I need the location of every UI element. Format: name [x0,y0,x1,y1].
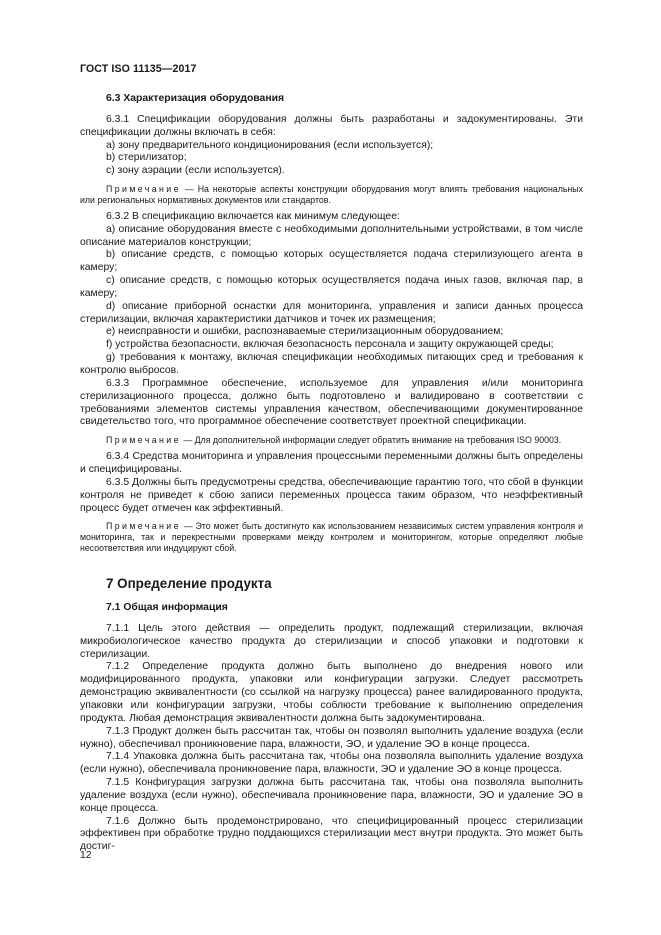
note-label: Примечание [106,435,181,446]
paragraph-7-1-4: 7.1.4 Упаковка должна быть рассчитана так, чтобы она позволяла выполнить удаление воздуха (если нужно), обеспечивала проникновение пара, влажности, ЭО и удаление ЭО в конце процесса. [80,751,583,776]
list-item: b) стерилизатор; [106,152,187,164]
heading-7-1: 7.1 Общая информация [106,602,228,614]
note-label: Примечание [106,521,181,532]
paragraph-7-1-2: 7.1.2 Определение продукта должно быть выполнено до внедрения нового или модифицированного продукта, упаковки или конфигурации загрузки. Следует рассмотреть демонстрацию эквивалентности (со ссылкой на нагрузку процесса) ранее валидированного продукта, упаковки или конфигурации загрузки, чтобы соблюсти требование к выполнению определения продукта. Любая демонстрация эквивалентности должна быть задокументирована. [80,661,583,724]
paragraph-6-3-2: 6.3.2 В спецификацию включается как минимум следующее: [106,210,400,222]
note-label: Примечание [106,184,181,195]
paragraph-7-1-5: 7.1.5 Конфигурация загрузки должна быть рассчитана так, чтобы она позволяла выполнить удаление воздуха (если нужно), обеспечивала проникновение пара, влажности, ЭО и удаление ЭО в конце процесса. [80,777,583,814]
paragraph-7-1-6: 7.1.6 Должно быть продемонстрировано, что специфицированный процесс стерилизации эффективен при обработке трудно поддающихся стерилизации мест внутри продукта. Это может быть достиг- [80,815,583,853]
paragraph-6-3-1: 6.3.1 Спецификации оборудования должны быть разработаны и задокументированы. Эти спецификации должны включать в себя: [80,113,583,138]
note-text: — Это может быть достигнуто как использованием независимых систем управления контроля и мониторинга, так и перекрестными проверками между контролем и мониторингом, которые определяют любые несоответствия или индуцируют сбой. [80,521,583,554]
heading-6-3: 6.3 Характеризация оборудования [106,93,285,104]
note-text: — Для дополнительной информации следует обратить внимание на требования ISO 90003. [180,435,562,446]
list-item: f) устройства безопасности, включая безопасность персонала и защиту окружающей среды; [106,339,554,351]
list-item: g) требования к монтажу, включая спецификации необходимых питающих сред и требования к контролю выбросов. [80,352,583,376]
list-item: d) описание приборной оснастки для мониторинга, управления и записи данных процесса стерилизации, включая характеристики датчиков и точек их размещения; [80,300,583,325]
page-body [80,93,583,854]
note-2 [80,435,583,446]
paragraph-6-3-5: 6.3.5 Должны быть предусмотрены средства, обеспечивающие гарантию того, что сбой в функции контроля не приведет к сбою записи переменных процесса таким образом, что неэффективный процесс будет отмечен как эффективный. [80,476,583,514]
list-item: c) описание средств, с помощью которых осуществляется подача иных газов, включая пар, в камеру; [80,275,583,299]
list-item: b) описание средств, с помощью которых осуществляется подача стерилизующего агента в камеру; [80,249,583,274]
note-3 [80,521,583,554]
paragraph-6-3-3: 6.3.3 Программное обеспечение, используемое для управления и/или мониторинга стерилизационного процесса, должно быть подготовлено и валидировано в соответствии с требованиями элементов системы управления качеством, обеспечивающими документированное свидетельство того, что программное обеспечение соответствует проектной спецификации. [80,377,583,428]
page-number: 12 [80,850,92,861]
paragraph-7-1-3: 7.1.3 Продукт должен быть рассчитан так, чтобы он позволял выполнить удаление воздуха (если нужно), обеспечивал проникновение пара, влажности, ЭО, и удаление ЭО в конце процесса. [80,725,583,750]
note-text: — На некоторые аспекты конструкции оборудования могут влиять требования национальных или региональных нормативных документов или стандартов. [80,184,583,205]
heading-7: 7 Определение продукта [106,576,272,592]
paragraph-6-3-4: 6.3.4 Средства мониторинга и управления процессными переменными должны быть определены и специфицированы. [80,451,583,475]
note-1 [80,184,583,206]
page-header-standard: ГОСТ ISO 11135—2017 [80,63,197,75]
list-item: e) неисправности и ошибки, распознаваемые стерилизационным оборудованием; [106,326,504,338]
list-item: a) зону предварительного кондиционирования (если используется); [106,139,434,151]
list-item: a) описание оборудования вместе с необходимыми дополнительными устройствами, в том числе описание материалов конструкции; [80,223,583,248]
list-item: c) зону аэрации (если используется). [106,165,285,177]
paragraph-7-1-1: 7.1.1 Цель этого действия — определить продукт, подлежащий стерилизации, включая микробиологическое качество продукта до стерилизации и способ упаковки и подготовки к стерилизации. [80,622,583,660]
